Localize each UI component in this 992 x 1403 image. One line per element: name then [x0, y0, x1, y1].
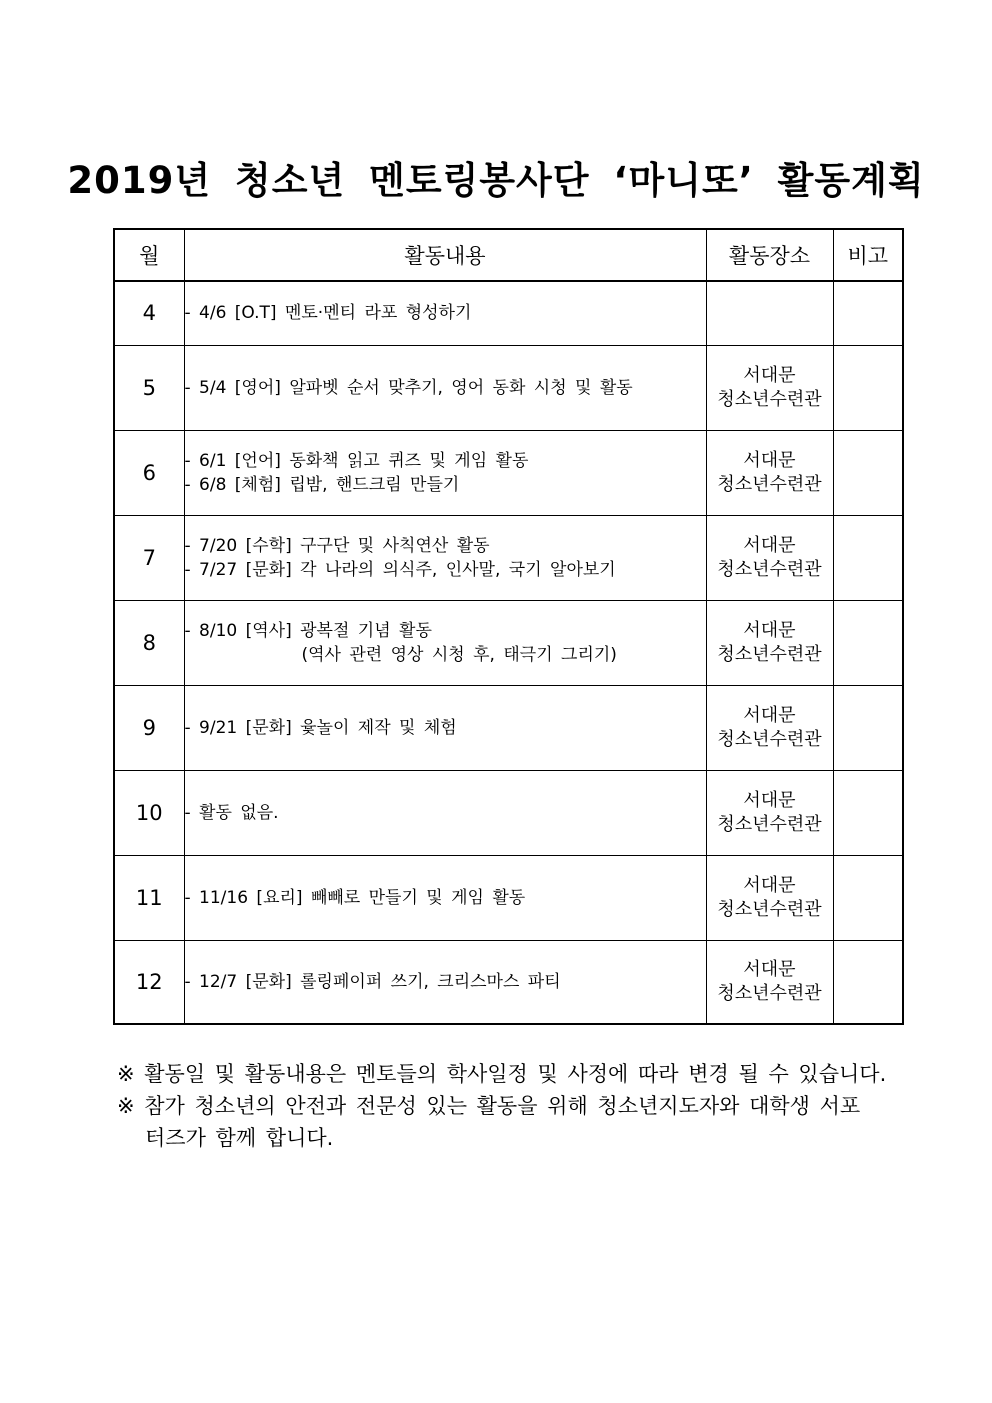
content-cell [184, 281, 706, 345]
content-cell [184, 345, 706, 430]
place-cell [706, 430, 833, 515]
content-line: - 4/6 [O.T] 멘토·멘티 라포 형성하기 [184, 303, 472, 324]
content-cell [184, 940, 706, 1024]
note-cell [833, 685, 903, 770]
place-cell [706, 515, 833, 600]
content-line: - 6/8 [체험] 립밤, 핸드크림 만들기 [184, 474, 460, 495]
place-line: 서대문 [743, 449, 796, 471]
content-line: - 9/21 [문화] 윷놀이 제작 및 체험 [184, 717, 457, 738]
place-line: 청소년수련관 [717, 898, 822, 920]
place-cell [706, 940, 833, 1024]
month-cell: 9 [114, 685, 184, 770]
place-line: 서대문 [743, 874, 796, 896]
place-line: 청소년수련관 [717, 728, 822, 750]
table-row [114, 855, 903, 940]
footnote-line: ※ 참가 청소년의 안전과 전문성 있는 활동을 위해 청소년지도자와 대학생 서포 [117, 1094, 861, 1118]
content-cell [184, 770, 706, 855]
place-cell [706, 770, 833, 855]
note-cell [833, 770, 903, 855]
table-row [114, 345, 903, 430]
month-cell: 4 [114, 281, 184, 345]
content-line: - 8/10 [역사] 광복절 기념 활동 [184, 620, 432, 641]
month-cell: 10 [114, 770, 184, 855]
place-line: 서대문 [743, 704, 796, 726]
place-cell [706, 345, 833, 430]
place-cell [706, 855, 833, 940]
header-month: 월 [114, 229, 184, 281]
place-line: 청소년수련관 [717, 388, 822, 410]
month-cell: 8 [114, 600, 184, 685]
content-line: - 5/4 [영어] 알파벳 순서 맞추기, 영어 동화 시청 및 활동 [184, 377, 633, 398]
place-line: 청소년수련관 [717, 473, 822, 495]
note-cell [833, 515, 903, 600]
header-place: 활동장소 [706, 229, 833, 281]
note-cell [833, 600, 903, 685]
footnote-line: 터즈가 함께 합니다. [145, 1126, 334, 1150]
table-row [114, 430, 903, 515]
place-cell [706, 281, 833, 345]
month-cell: 6 [114, 430, 184, 515]
note-cell [833, 281, 903, 345]
content-cell [184, 515, 706, 600]
content-line: - 11/16 [요리] 빼빼로 만들기 및 게임 활동 [184, 887, 526, 908]
table-row [114, 685, 903, 770]
note-cell [833, 430, 903, 515]
footnote: ※ 활동일 및 활동내용은 멘토들의 학사일정 및 사정에 따라 변경 될 수 있습니다. [117, 1062, 887, 1086]
note-cell [833, 345, 903, 430]
page-title: 2019년 청소년 멘토링봉사단 ‘마니또’ 활동계획 [67, 159, 925, 202]
content-line: - 7/27 [문화] 각 나라의 의식주, 인사말, 국기 알아보기 [184, 559, 616, 580]
table-row [114, 770, 903, 855]
content-line: - 12/7 [문화] 롤링페이퍼 쓰기, 크리스마스 파티 [184, 971, 561, 992]
place-line: 청소년수련관 [717, 813, 822, 835]
content-cell [184, 685, 706, 770]
note-cell [833, 855, 903, 940]
content-line: - 활동 없음. [184, 802, 279, 823]
place-line: 서대문 [743, 534, 796, 556]
header-note: 비고 [833, 229, 903, 281]
content-line: - 6/1 [언어] 동화책 읽고 퀴즈 및 게임 활동 [184, 450, 529, 471]
place-line: 청소년수련관 [717, 982, 822, 1004]
activity-plan-table [113, 228, 904, 1025]
content-line: - 7/20 [수학] 구구단 및 사칙연산 활동 [184, 535, 490, 556]
table-row [114, 281, 903, 345]
content-cell [184, 430, 706, 515]
table-row [114, 515, 903, 600]
place-cell [706, 600, 833, 685]
table-row [114, 600, 903, 685]
month-cell: 11 [114, 855, 184, 940]
month-cell: 5 [114, 345, 184, 430]
content-cell [184, 855, 706, 940]
place-line: 서대문 [743, 619, 796, 641]
place-line: 서대문 [743, 958, 796, 980]
place-cell [706, 685, 833, 770]
footnote [117, 1090, 927, 1154]
place-line: 청소년수련관 [717, 558, 822, 580]
place-line: 서대문 [743, 364, 796, 386]
content-line: (역사 관련 영상 시청 후, 태극기 그리기) [301, 644, 617, 665]
table-row [114, 940, 903, 1024]
table-header-row [114, 229, 903, 281]
place-line: 서대문 [743, 789, 796, 811]
month-cell: 12 [114, 940, 184, 1024]
month-cell: 7 [114, 515, 184, 600]
footnotes [117, 1058, 927, 1154]
content-cell [184, 600, 706, 685]
place-line: 청소년수련관 [717, 643, 822, 665]
header-content: 활동내용 [184, 229, 706, 281]
note-cell [833, 940, 903, 1024]
